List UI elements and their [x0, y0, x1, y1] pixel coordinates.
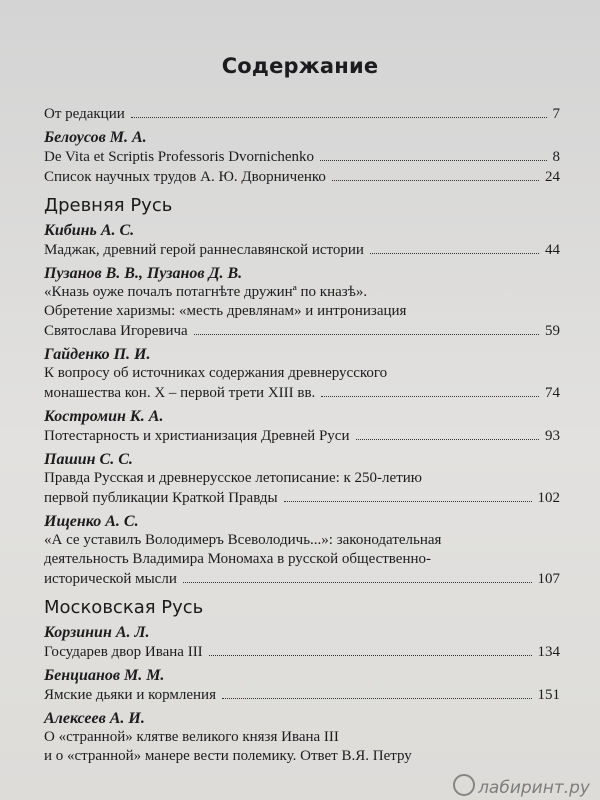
table-of-contents — [44, 104, 560, 766]
toc-entry-editorial — [44, 104, 560, 124]
dot-leader — [356, 439, 540, 440]
dot-leader — [321, 396, 539, 397]
toc-page-number: 7 — [552, 106, 560, 122]
toc-entry-line: и о «странной» манере вести полемику. Ответ В.Я. Петру — [44, 748, 412, 764]
toc-entry-title: исторической мысли — [44, 571, 177, 587]
toc-entry — [44, 383, 560, 403]
watermark-text: лабиринт.ру — [478, 778, 590, 798]
section-entries — [44, 623, 560, 705]
dot-leader — [370, 253, 539, 254]
toc-author: Ищенко А. С. — [44, 513, 139, 530]
section-heading: Древняя Русь — [44, 195, 173, 216]
toc-page-number: 102 — [537, 490, 560, 506]
dot-leader — [131, 117, 547, 118]
toc-page-number: 44 — [545, 242, 560, 258]
toc-entry — [44, 642, 560, 662]
toc-entry-title: Ямские дьяки и кормления — [44, 687, 216, 703]
toc-author: Кибинь А. С. — [44, 222, 135, 239]
section-entries — [44, 221, 560, 589]
toc-entry — [44, 167, 560, 187]
toc-entry-line: О «странной» клятве великого князя Ивана III — [44, 729, 339, 745]
toc-entry-title: первой публикации Краткой Правды — [44, 490, 278, 506]
dot-leader — [222, 698, 532, 699]
toc-entry — [44, 147, 560, 167]
toc-entry-title: Потестарность и христианизация Древней Руси — [44, 428, 350, 444]
toc-entry-line: Правда Русская и древнерусское летописание: к 250-летию — [44, 470, 422, 486]
toc-page-number: 107 — [537, 571, 560, 587]
page-title: Содержание — [221, 54, 379, 78]
toc-entry-title: монашества кон. X – первой трети XIII вв. — [44, 385, 316, 401]
toc-author: Белоусов М. А. — [44, 129, 147, 146]
toc-entry-title: Список научных трудов А. Ю. Дворниченко — [44, 169, 326, 185]
dot-leader — [332, 180, 539, 181]
toc-entry-title: Государев двор Ивана III — [44, 644, 203, 660]
toc-entry — [44, 426, 560, 446]
toc-entry-title: Маджак, древний герой раннеславянской истории — [44, 242, 364, 258]
toc-entry-line: Обретение харизмы: «месть древлянам» и интронизация — [44, 303, 407, 319]
dot-leader — [183, 582, 532, 583]
toc-author: Пузанов В. В., Пузанов Д. В. — [44, 265, 243, 282]
toc-page-number: 8 — [552, 149, 560, 165]
labirint-logo-icon — [453, 774, 475, 796]
toc-entry-title: Святослава Игоревича — [44, 323, 188, 339]
toc-page-number: 93 — [545, 428, 560, 444]
toc-entry — [44, 569, 560, 589]
toc-page-number: 59 — [545, 323, 560, 339]
section-heading: Московская Русь — [44, 597, 204, 618]
toc-entry-title: От редакции — [44, 106, 125, 122]
toc-page-number: 134 — [537, 644, 560, 660]
toc-entry-line: «А се уставилъ Володимеръ Всеволодичь...»: законодательная — [44, 532, 442, 548]
toc-page-number: 151 — [537, 687, 560, 703]
dot-leader — [209, 655, 532, 656]
toc-page-number: 24 — [545, 169, 560, 185]
toc-entry — [44, 488, 560, 508]
toc-entry — [44, 685, 560, 705]
dot-leader — [320, 160, 546, 161]
dot-leader — [284, 501, 532, 502]
toc-author: Алексеев А. И. — [44, 710, 145, 727]
toc-page-number: 74 — [545, 385, 560, 401]
toc-entry-title: De Vita et Scriptis Professoris Dvornichenko — [44, 149, 315, 165]
toc-author: Корзинин А. Л. — [44, 624, 150, 641]
toc-author: Гайденко П. И. — [44, 346, 151, 363]
toc-author: Костромин К. А. — [44, 408, 164, 425]
dot-leader — [194, 334, 539, 335]
watermark-logo — [453, 774, 590, 798]
toc-entry-line: К вопросу об источниках содержания древнерусского — [44, 365, 388, 381]
toc-author: Бенцианов М. М. — [44, 667, 165, 684]
toc-entry — [44, 321, 560, 341]
toc-entry-line: «Кназь оуже почалъ потагнѣте дружинª по кназѣ». — [44, 284, 368, 300]
toc-entry — [44, 240, 560, 260]
toc-entry-line: деятельность Владимира Мономаха в русской общественно- — [44, 551, 432, 567]
toc-author: Пашин С. С. — [44, 451, 133, 468]
